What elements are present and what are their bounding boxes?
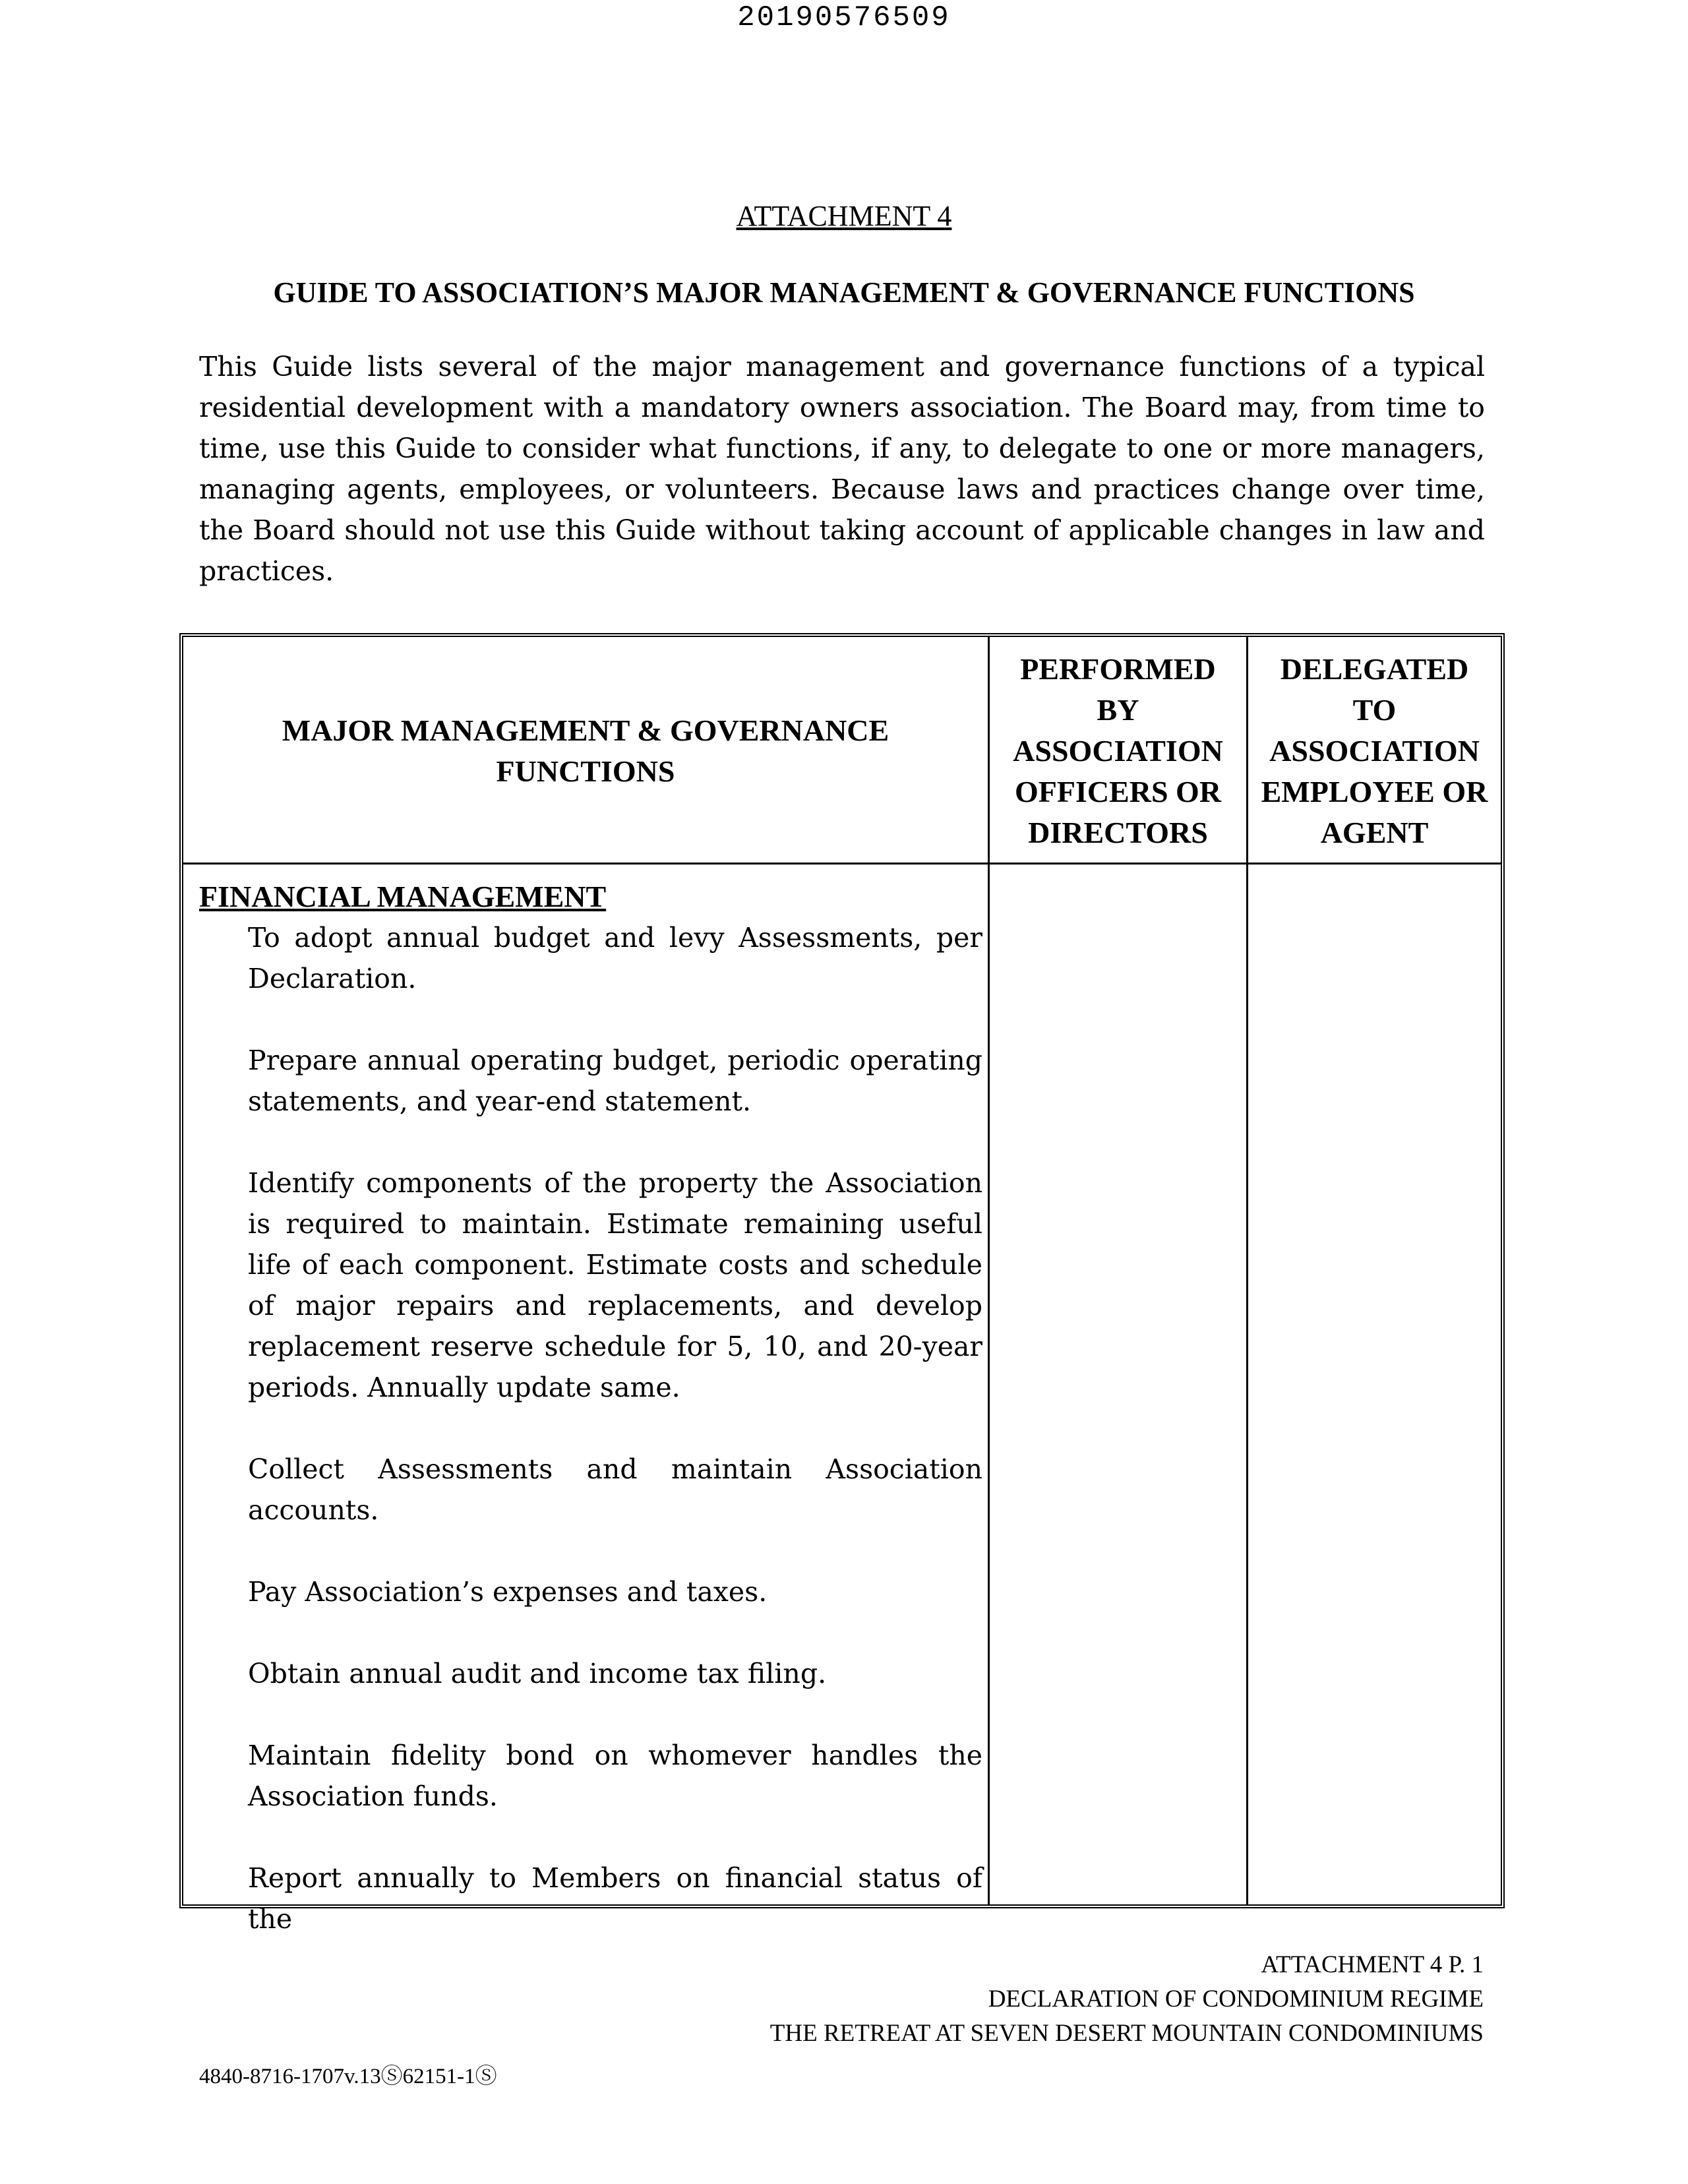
intro-paragraph: This Guide lists several of the major management and governance functions of a typical residential development with a mandatory owners association. The Board may, from time to time, use this Guide to consider what functions, if any, to delegate to one or more managers, managing agents, employees, or volunteers. Because laws and practices change over time, the Board should not use this Guide without taking account of applicable changes in law and practices. (199, 351, 1485, 587)
footer-property-name: THE RETREAT AT SEVEN DESERT MOUNTAIN CONDOMINIUMS (769, 2020, 1484, 2047)
task-item: To adopt annual budget and levy Assessments, per Declaration. (248, 922, 982, 994)
document-code: 4840-8716-1707v.13Ⓢ62151-1Ⓢ (199, 2065, 497, 2088)
footer-declaration: DECLARATION OF CONDOMINIUM REGIME (988, 1986, 1484, 2013)
header-performed-label: PERFORMED BY ASSOCIATION OFFICERS OR DIRECTORS (1013, 652, 1223, 849)
task-item: Obtain annual audit and income tax filing. (248, 1658, 827, 1689)
page-footer (770, 1948, 1484, 2051)
footer-page-label: ATTACHMENT 4 P. 1 (1261, 1951, 1484, 1978)
header-performed (990, 637, 1246, 864)
header-delegated (1248, 637, 1501, 864)
header-delegated-label: DELEGATED TO ASSOCIATION EMPLOYEE OR AGENT (1261, 652, 1488, 849)
section-financial-management: FINANCIAL MANAGEMENT (199, 880, 607, 913)
functions-column (199, 876, 982, 1939)
header-functions-label: MAJOR MANAGEMENT & GOVERNANCE FUNCTIONS (282, 713, 889, 788)
attachment-title: ATTACHMENT 4 (736, 200, 952, 232)
task-item: Identify components of the property the Association is required to maintain. Estimate remaining useful life of each component. Estimate costs and schedule of major repairs and replacements, and develop replacement reserve schedule for 5, 10, and 20-year periods. Annually update same. (248, 1167, 982, 1403)
table-header-row (183, 637, 1501, 864)
task-item: Maintain fidelity bond on whomever handles the Association funds. (248, 1740, 982, 1812)
task-item: Report annually to Members on financial status of the (248, 1862, 982, 1935)
document-number: 20190576509 (737, 1, 951, 34)
guide-heading: GUIDE TO ASSOCIATION’S MAJOR MANAGEMENT & GOVERNANCE FUNCTIONS (273, 276, 1415, 309)
task-item: Pay Association’s expenses and taxes. (248, 1576, 768, 1608)
task-item: Collect Assessments and maintain Association accounts. (248, 1453, 982, 1526)
task-item: Prepare annual operating budget, periodic operating statements, and year-end statement. (248, 1045, 982, 1117)
functions-table (179, 633, 1505, 1935)
header-functions (243, 637, 928, 864)
